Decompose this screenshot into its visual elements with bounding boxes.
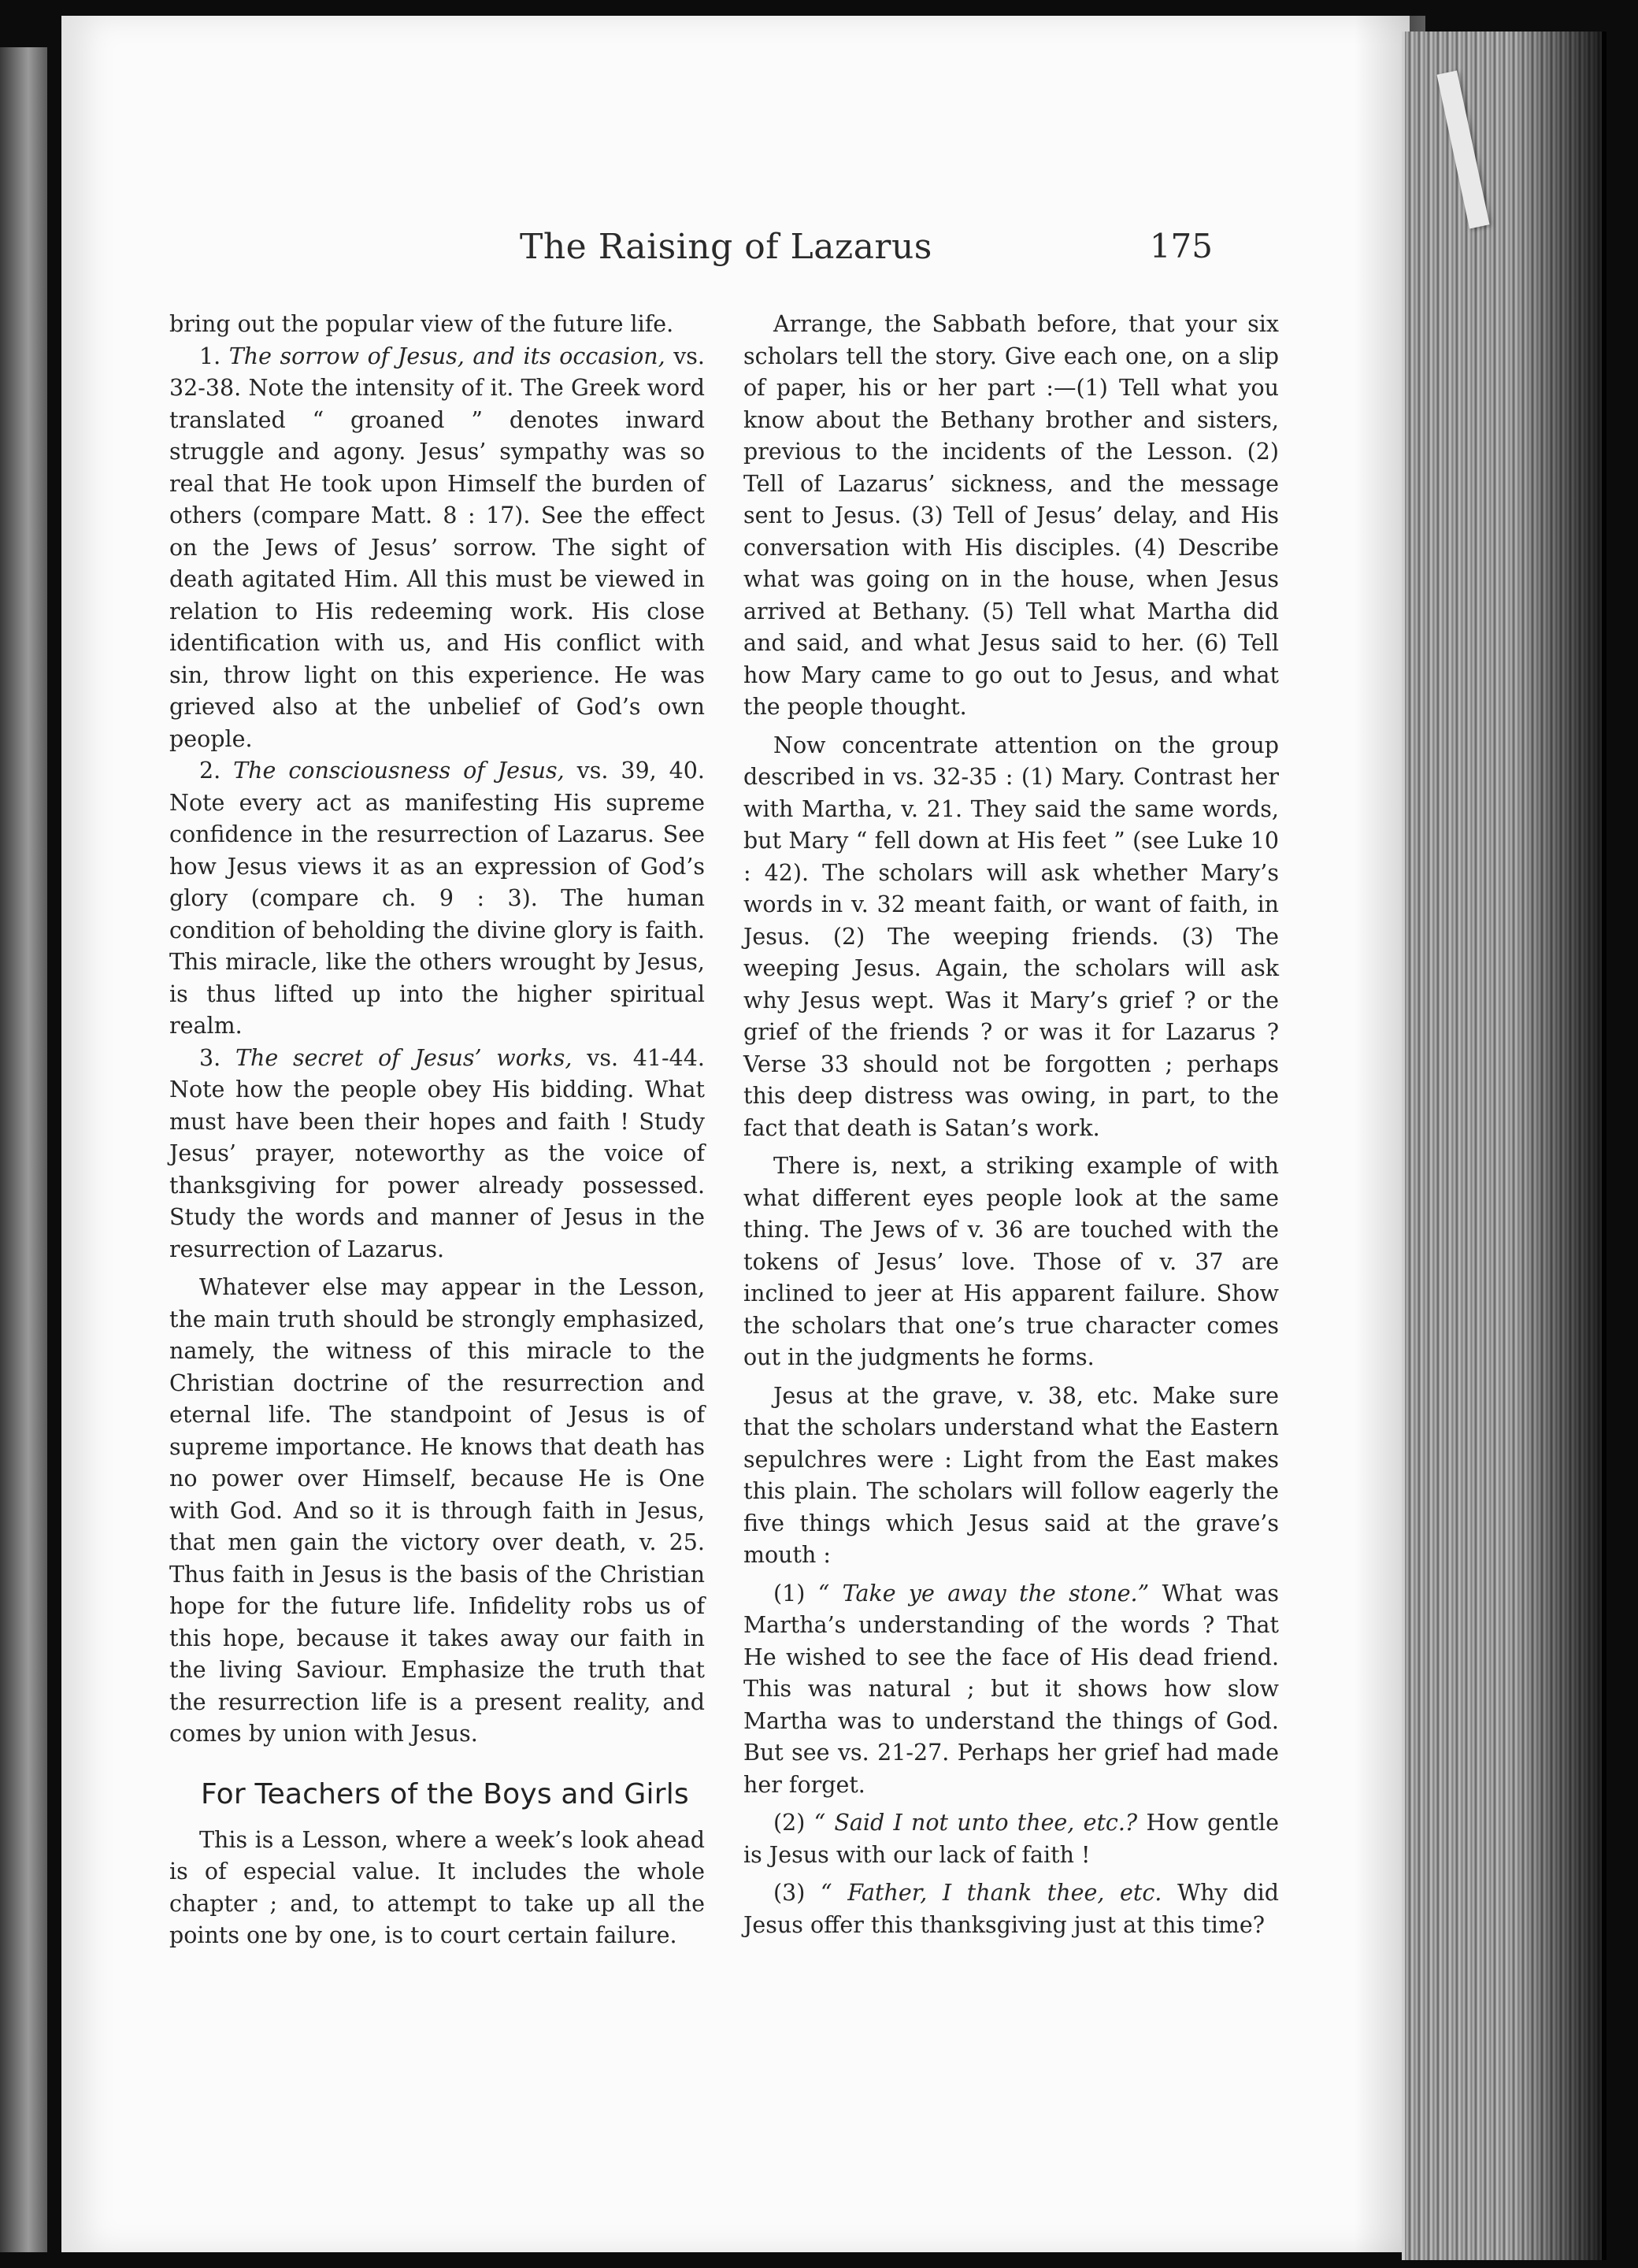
saying-quote: “ Father, I thank thee, etc. [821, 1880, 1162, 1906]
paragraph: Note how the people obey His bidding. What must have been their hopes and faith ! Study Jesus’ prayer, noteworthy as the voice of thanksgiving for power already possessed. Study the words and manner of Jesus in the resurrection of Lazarus. [169, 1077, 705, 1262]
right-column [743, 309, 1279, 1941]
paragraph: bring out the popular view of the future life. [169, 311, 674, 337]
paragraph: Whatever else may appear in the Lesson, the main truth should be strongly emphasized, namely, the witness of this miracle to the Christian doctrine of the resurrection and eternal life. The standpoint of Jesus is of supreme importance. He knows that death has no power over Himself, because He is One with God. And so it is through faith in Jesus, that men gain the victory over death, v. 25. Thus faith in Jesus is the basis of the Christian hope for the future life. Infidelity robs us of this hope, because it takes away our faith in the living Saviour. Emphasize the truth that the resurrection life is a present reality, and comes by union with Jesus. [169, 1274, 705, 1747]
paragraph: There is, next, a striking example of with what different eyes people look at the same thing. The Jews of v. 36 are touched with the tokens of Jesus’ love. Those of v. 37 are inclined to jeer at His apparent failure. Show the scholars that one’s true character comes out in the judgments he forms. [743, 1153, 1279, 1370]
point-number: 2. [199, 758, 221, 784]
left-column [169, 309, 705, 1952]
facing-page-edge [0, 47, 47, 2252]
paragraph: Why did Jesus offer this thanksgiving just at this time? [743, 1880, 1279, 1938]
paragraph: Note every act as manifesting His supreme confidence in the resurrection of Lazarus. See how Jesus views it as an expression of God’s glory (compare ch. 9 : 3). The human condition of beholding the divine glory is faith. This miracle, like the others wrought by Jesus, is thus lifted up into the higher spiritual realm. [169, 789, 705, 1039]
point-title: The sorrow of Jesus, and its occasion, [228, 343, 665, 369]
page-edges-shadow [1512, 32, 1606, 2260]
saying-2 [743, 1807, 1279, 1871]
point-title: The secret of Jesus’ works, [235, 1044, 573, 1071]
point-title: The consciousness of Jesus, [233, 758, 565, 784]
point-reference: vs. 41-44. [587, 1044, 705, 1071]
paragraph: How gentle is Jesus with our lack of faith ! [743, 1810, 1279, 1868]
saying-number: (1) [773, 1580, 806, 1606]
paragraph: Arrange, the Sabbath before, that your six scholars tell the story. Give each one, on a slip of paper, his or her part :—(1) Tell what you know about the Bethany brother and sisters, previous to the incidents of the Lesson. (2) Tell of Lazarus’ sickness, and the message sent to Jesus. (3) Tell of Jesus’ delay, and His conversation with His disciples. (4) Describe what was going on in the house, when Jesus arrived at Bethany. (5) Tell what Martha did and said, and what Jesus said to her. (6) Tell how Mary came to go out to Jesus, and what the people thought. [743, 311, 1279, 720]
running-head [158, 227, 1292, 274]
point-1 [169, 341, 705, 756]
saying-quote: “ Take ye away the stone.” [817, 1580, 1150, 1606]
page-number: 175 [1149, 227, 1213, 265]
point-number: 1. [199, 343, 221, 369]
paragraph: What was Martha’s understanding of the words ? That He wished to see the face of His dead friend. This was natural ; but it shows how slow Martha was to understand the things of God. But see vs. 21-27. Perhaps her grief had made her forget. [743, 1580, 1280, 1798]
saying-quote: “ Said I not unto thee, etc.? [813, 1810, 1138, 1836]
paragraph: Jesus at the grave, v. 38, etc. Make sure that the scholars understand what the Eastern sepulchres were : Light from the East makes this plain. The scholars will follow eagerly the five things which Jesus said at the grave’s mouth : [743, 1382, 1279, 1568]
saying-3 [743, 1877, 1279, 1941]
paragraph: Now concentrate attention on the group described in vs. 32-35 : (1) Mary. Contrast her with Martha, v. 21. They said the same words, but Mary “ fell down at His feet ” (see Luke 10 : 42). The scholars will ask whether Mary’s words in v. 32 meant faith, or want of faith, in Jesus. (2) The weeping friends. (3) The weeping Jesus. Again, the scholars will ask why Jesus wept. Was it Mary’s grief ? or the grief of the friends ? or was it for Lazarus ? Verse 33 should not be forgotten ; perhaps this deep distress was owing, in part, to the fact that death is Satan’s work. [743, 732, 1279, 1141]
point-2 [169, 755, 705, 1043]
section-heading: For Teachers of the Boys and Girls [201, 1777, 689, 1810]
point-reference: vs. 39, 40. [576, 758, 705, 784]
point-number: 3. [199, 1044, 221, 1071]
saying-1 [743, 1578, 1279, 1802]
paragraph: This is a Lesson, where a week’s look ahead is of especial value. It includes the whole chapter ; and, to attempt to take up all the points one by one, is to court certain failure. [169, 1826, 705, 1948]
paragraph: vs. 32-38. Note the intensity of it. The Greek word translated “ groaned ” denotes inward struggle and agony. Jesus’ sympathy was so real that He took upon Himself the burden of others (compare Matt. 8 : 17). See the effect on the Jews of Jesus’ sorrow. The sight of death agitated Him. All this must be viewed in relation to His redeeming work. His close identification with us, and His conflict with sin, throw light on this experience. He was grieved also at the unbelief of God’s own people. [169, 343, 705, 752]
point-3 [169, 1043, 705, 1266]
saying-number: (2) [773, 1810, 806, 1836]
running-title: The Raising of Lazarus [520, 227, 932, 267]
saying-number: (3) [773, 1880, 806, 1906]
